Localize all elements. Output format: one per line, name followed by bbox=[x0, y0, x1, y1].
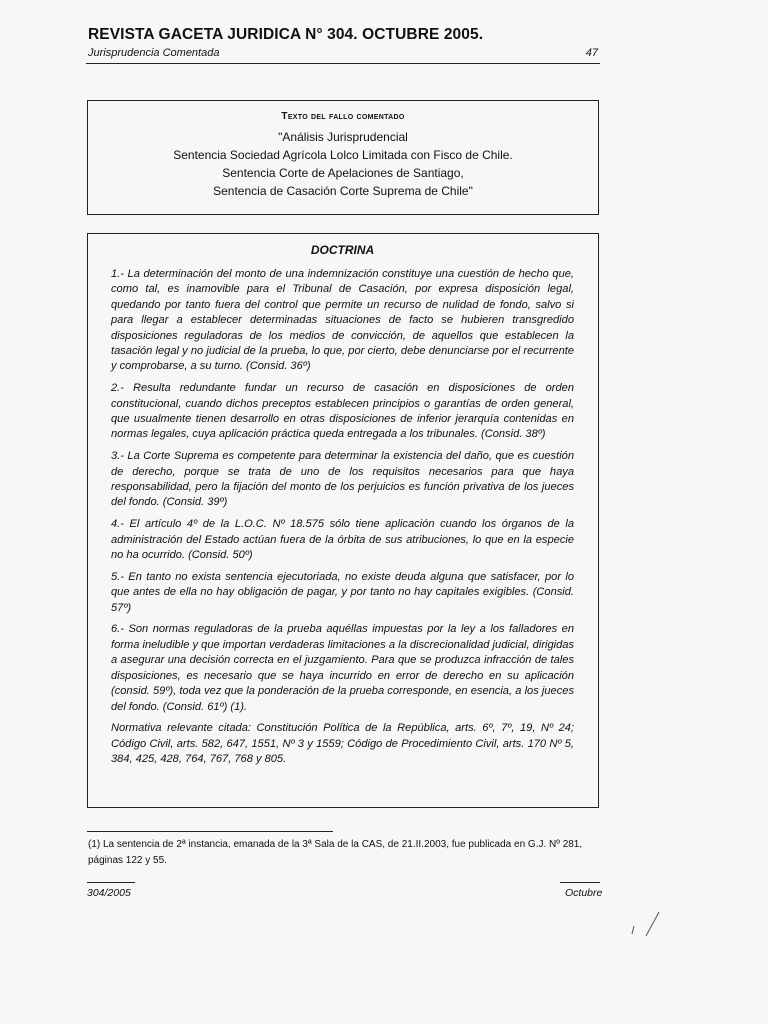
doctrina-paragraph: 4.- El artículo 4º de la L.O.C. Nº 18.575 sólo tiene aplicación cuando los órganos de la administración del Estado actúan fuera de la órbita de sus atribuciones, lo que en la especie no ha ocurrido. (Consid. 50º) bbox=[111, 518, 574, 562]
doctrina-paragraph: 3.- La Corte Suprema es competente para determinar la existencia del daño, que es cuestión de derecho, porque se trata de uno de los requisitos necesarios para que haya responsabilidad, pero la fijación del monto de los perjuicios es función privativa de los jueces del fondo. (Consid. 39º) bbox=[111, 450, 574, 509]
footer-issue: 304/2005 bbox=[87, 887, 131, 899]
footnote-rule bbox=[87, 831, 333, 832]
header-rule bbox=[86, 63, 600, 64]
doctrina-paragraph: 5.- En tanto no exista sentencia ejecutoriada, no existe deuda alguna que satisfacer, por lo que antes de ella no hay obligación de pagar, y por tanto no hay capitales exigibles. (Consid. 57º) bbox=[111, 570, 574, 614]
normativa-paragraph: Normativa relevante citada: Constitución Política de la República, arts. 6º, 7º, 19, Nº 24; Código Civil, arts. 582, 647, 1551, Nº 3 y 1559; Código de Procedimiento Civil, arts. 170 Nº 5, 384, 425, 428, 764, 767, 768 y 805. bbox=[111, 722, 574, 766]
journal-title: REVISTA GACETA JURIDICA N° 304. OCTUBRE 2005. bbox=[88, 26, 484, 43]
footnote: (1) La sentencia de 2ª instancia, emanada de la 3ª Sala de la CAS, de 21.II.2003, fue publicada en G.J. Nº 281, páginas 122 y 55. bbox=[88, 839, 583, 866]
page-number: 47 bbox=[585, 47, 598, 59]
pen-mark bbox=[627, 908, 667, 938]
texto-fallo-line: Sentencia Corte de Apelaciones de Santiago, bbox=[222, 166, 464, 180]
footer-right-rule bbox=[560, 882, 600, 883]
footer-left-rule bbox=[87, 882, 135, 883]
doctrina-paragraph: 2.- Resulta redundante fundar un recurso de casación en disposiciones de orden constitucional, cuando dichos preceptos establecen principios o garantías de orden general, que usualmente tienen desarrollo en otras disposiciones de inferior jerarquía contenidas en normas legales, cuya aplicación práctica queda entregada a los tribunales. (Consid. 38º) bbox=[111, 382, 574, 441]
texto-fallo-line: Sentencia de Casación Corte Suprema de Chile" bbox=[213, 184, 473, 198]
texto-fallo-line: Sentencia Sociedad Agrícola Lolco Limitada con Fisco de Chile. bbox=[173, 148, 513, 162]
texto-fallo-box bbox=[87, 100, 599, 215]
doctrina-box bbox=[87, 233, 599, 808]
texto-fallo-line: "Análisis Jurisprudencial bbox=[278, 130, 408, 144]
doctrina-paragraph: 1.- La determinación del monto de una indemnización constituye una cuestión de hecho que, como tal, es inamovible para el Tribunal de Casación, por expresa disposición legal, quedando por tanto fuera del control que permite un recurso de nulidad de fondo, salvo si para llegar a establecer determinadas situaciones de facto se hubieren transgredido disposiciones reguladoras de los medios de convicción, de aquellos que establecen la tasación legal y no judicial de la prueba, lo que, por cierto, debe denunciarse por el recurrente y comprobarse, a su turno. (Consid. 36º) bbox=[111, 268, 574, 373]
doctrina-paragraph: 6.- Son normas reguladoras de la prueba aquéllas impuestas por la ley a los falladores en forma ineludible y que importan verdaderas limitaciones a la discrecionalidad judicial, dirigidas a asegurar una decisión correcta en el juzgamiento. Para que se produzca infracción de tales disposiciones, es necesario que se haya incurrido en error de derecho en su aplicación (consid. 59º), toda vez que la ponderación de la prueba corresponde, en esencia, a los jueces del fondo. (Consid. 61º) (1). bbox=[111, 623, 574, 713]
texto-fallo-title: Texto del fallo comentado bbox=[281, 111, 405, 122]
doctrina-title: DOCTRINA bbox=[310, 243, 375, 257]
footer-month: Octubre bbox=[565, 887, 603, 899]
section-subtitle: Jurisprudencia Comentada bbox=[88, 47, 220, 59]
